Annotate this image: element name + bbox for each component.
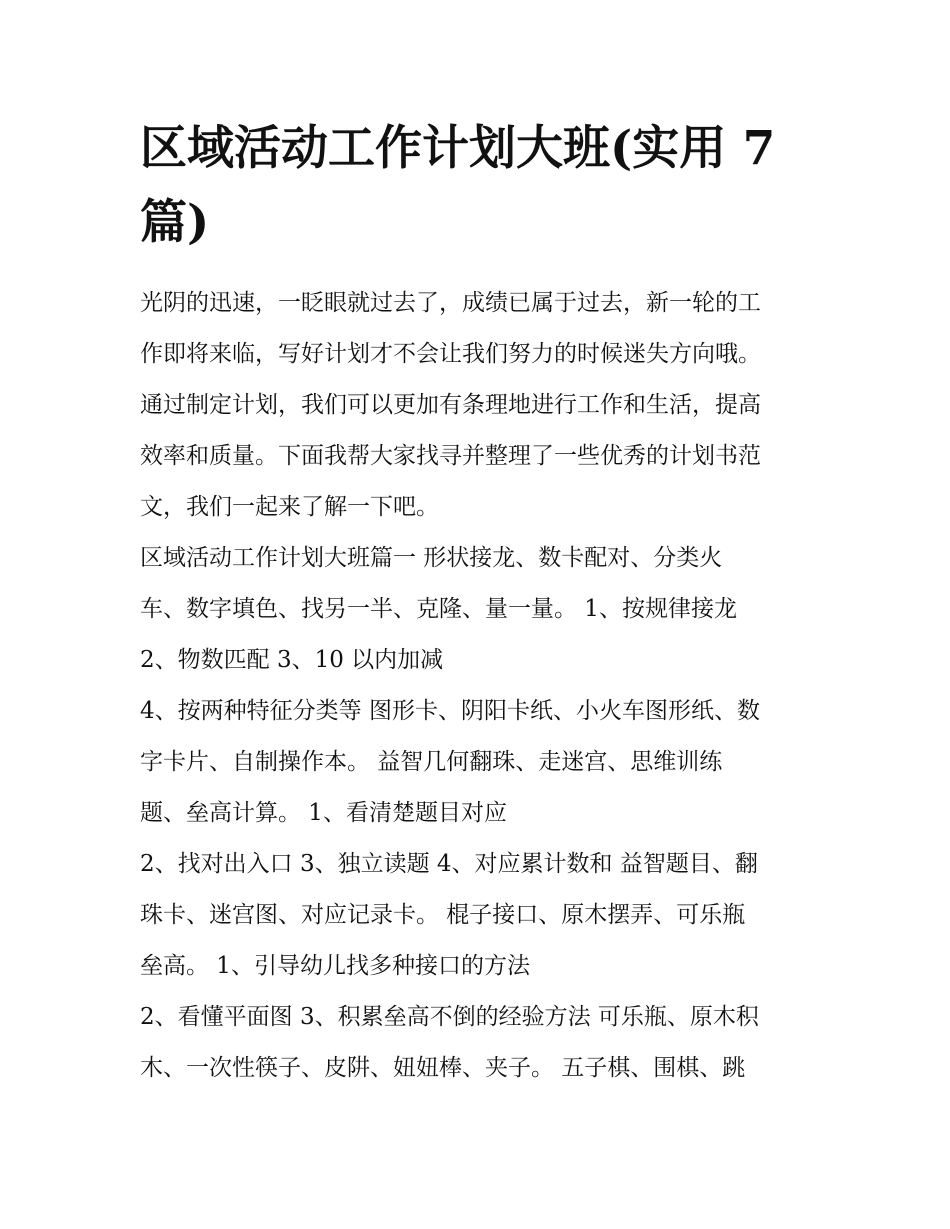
body-line: 垒高。 1、引导幼儿找多种接口的方法 <box>140 953 530 979</box>
body-line: 文，我们一起来了解一下吧。 <box>140 494 439 520</box>
body-line: 题、垒高计算。 1、看清楚题目对应 <box>140 800 507 826</box>
body-line: 4、按两种特征分类等 图形卡、阴阳卡纸、小火车图形纸、数 <box>140 698 760 724</box>
document-title <box>140 112 820 260</box>
body-line: 2、找对出入口 3、独立读题 4、对应累计数和 益智题目、翻 <box>140 851 758 877</box>
body-line: 2、看懂平面图 3、积累垒高不倒的经验方法 可乐瓶、原木积 <box>140 1004 759 1030</box>
body-line: 2、物数匹配 3、10 以内加减 <box>140 647 444 673</box>
body-line: 字卡片、自制操作本。 益智几何翻珠、走迷宫、思维训练 <box>140 749 723 775</box>
body-line: 珠卡、迷宫图、对应记录卡。 棍子接口、原木摆弄、可乐瓶 <box>140 902 746 928</box>
title-line-1: 区域活动工作计划大班(实用 7 <box>140 121 776 176</box>
body-line: 效率和质量。下面我帮大家找寻并整理了一些优秀的计划书范 <box>140 443 761 469</box>
body-line: 光阴的迅速，一眨眼就过去了，成绩已属于过去，新一轮的工 <box>140 290 761 316</box>
body-line: 作即将来临，写好计划才不会让我们努力的时候迷失方向哦。 <box>140 341 761 367</box>
document-body <box>140 278 830 1094</box>
body-line: 区域活动工作计划大班篇一 形状接龙、数卡配对、分类火 <box>140 545 723 571</box>
body-line: 车、数字填色、找另一半、克隆、量一量。 1、按规律接龙 <box>140 596 737 622</box>
body-line: 木、一次性筷子、皮阱、妞妞棒、夹子。 五子棋、围棋、跳 <box>140 1055 746 1081</box>
body-line: 通过制定计划，我们可以更加有条理地进行工作和生活，提高 <box>140 392 761 418</box>
title-line-2: 篇) <box>140 195 210 250</box>
